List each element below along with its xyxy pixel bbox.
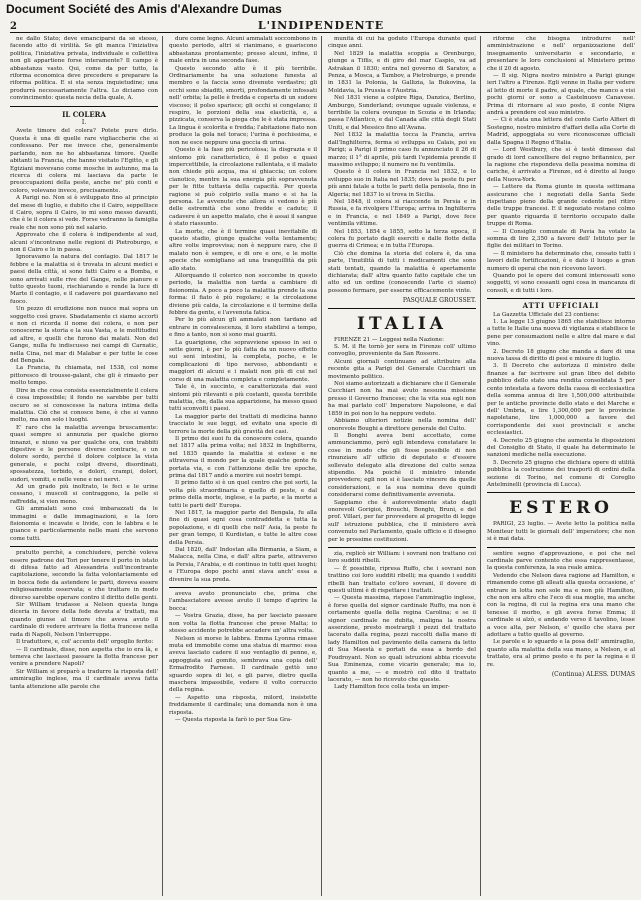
paragraph: pratutto perchè, a conchiudere, perchè voleva essere padrone dei Tori per tenere il porto in istato di difesa fatto ad Alessandria sull'incontrante capitolazione, secondo la fatta volontariamente ed in bocca fede da astendere le parti, doveva essere religiosamente osservata; e che trattare in modo diverso sarebbe operare contro il diritto delle genti. bbox=[10, 550, 158, 601]
paragraph: E' raro che la malattia avvenga bruscamente: quasi sempre si annunzia per qualche giorno innanzi, e niuno va per qualche ora, con trabbiti digestive e le persone diverse contrarie, e un dolore sordo, perché il dolore colpisce la vista generale, e pochi colpi diversi, disordinati, spossatezza, torbido, e dolori, crampi, dolori, sudori, vomiti, e nelle vene e nei nervi. bbox=[10, 424, 158, 483]
paragraph: Nel 1831 viene a colpire Riga, Danzica, Berlino, Amburgo, Sunderland; ovunque uguale violenza, e terribile la colera ovunque in Scozia e in Irlanda; passa l'Atlantico, e dal Canada alle città degli Stati Uniti, e dal Messico fino all'Avana. bbox=[328, 95, 476, 131]
paragraph: Vedendo che Nelson dava ragione ad Hamilton, e rimanendo come gli alleati alla questa occasione, e' entrare in lotta non sole ma e non più Hamilton, che non era altro che l'eco di sua moglie, ma anche con la regina, di cui la regina era una mano che tenesse il morbo, e gli aveva forse Emma; il cardinale si alzò, e andando verso il tavolino, lesse a voce alta, per Nelson, e' quello che stava per adottare a tutto quello al governo. bbox=[487, 572, 635, 639]
paragraph: — Lord Westbury, che si è testè dimesso dal grado di lord cancelliere del regno britannico, per la ragione che rispondeva della pessima nomina di cariche, è arrivato a Firenze, ed è diretto al luogo della Nuova-York. bbox=[487, 147, 635, 183]
divider bbox=[10, 546, 158, 547]
divider bbox=[328, 308, 476, 309]
divider bbox=[169, 587, 317, 588]
paragraph: Questo è il colera in Francia nel 1832, e lo sviluppo suo in Italia nel 1835; dove la peste fu per più anni fatale a tutte le parti della penisola, fino in Algeria; nel 1837 lo si trova in Sicilia. bbox=[328, 169, 476, 198]
paragraph: Sir William si preparò a tradurre la risposta dell' ammiraglio inglese, ma il cardinale aveva fatta tanta attenzione alle parole che bbox=[10, 668, 158, 690]
paragraph: Ignoravamo la natura del contagio. Dal 1817 le febbre e la malattia si è trovata in alcuni medici e paesi della città, si sono fatti Cairo e a Bomba, e sono arrivati sulle rive del Gange, nelle pianure e tutto questo tuoni, rischiarando e rende la luce di Marte il contagio, e il cadavere poi guardavano nel fuoco. bbox=[10, 254, 158, 305]
paragraph: Noi siamo autorizzati a dichiarare che il Generale Cucchiari non ha mai avuto nessuna missione presso il Governo francese; che la vita sua egli non ha mai parlato coll' Imperatore Napoleone, e dal 1859 in poi non lo ha neppure veduto. bbox=[328, 381, 476, 417]
paragraph: Il Bonghi aveva beni accettato, come ammunciammo, però egli intendeva constatare le cose in modo che gli fosse possibile di non rinunziare all' ufficio di deputato e d'essere sollevato delegato alla direzione del culto senza stipendio. Ma poiché il ministro intende provvedere; egli non si è lasciato vincere da quelle considerazioni, e la sua nomina deve quindi considerarsi come definitivamente avvenuta. bbox=[328, 432, 476, 499]
paragraph: 4. Decreto 25 giugno che aumenta le disposizioni del Consiglio di Stato, il quale ha determinato le sanzioni mediche nella esecuzione. bbox=[487, 437, 635, 459]
paragraph: Nel 1817, la maggior parte del Bengala, fu alla fine di quasi ogni cosa contraddetta e tutta la popolazione, e di quelli che nell' Asia, la peste fu per gran tempo, il Kurdistan, e tutte le altre cose della Persia. bbox=[169, 510, 317, 546]
paragraph: Ciò che domina la storia del colera è, da una parte, l'inutilità di tutti i medicamenti che sono stati tentati, quando la malattia è apertamente dichiarata; dall' altra quanto fatto capitale che un atto ed un ordine (conoscendo l'arte ci siamo) possono fermare, per esserne efficacemente vinte. bbox=[328, 250, 476, 294]
paragraph: zia, replicò sir William: i sovrani non trattano coi loro sudditi ribelli. bbox=[328, 551, 476, 565]
paragraph: FIRENZE 21 — Leggesi nella Nazione: bbox=[334, 336, 444, 343]
column-3 bbox=[328, 36, 481, 896]
paragraph: Sappiamo che è autorevolmente stato dagli onorevoli Gorigioi, Brouchi, Bonghi, Bruni, e del prof. Villari, per far provvedere al progetto di legge sull' istruzione pubblica, che il ministero avrà convenuto nel Parlamento, quale ufficio e il disegno per le prossime costituzioni. bbox=[328, 499, 476, 543]
paragraph: — Il cardinale, disse, non aspetta che io era là, e temeva che lasciassi passare la flotta francese per venire a prendere Napoli? bbox=[10, 646, 158, 668]
paragraph: — Il sig. Nigra nostro ministro a Parigi giunge ieri l'altro a Firenze. Egli venne in Italia per vedere al letto di morte il padre, al quale, che manco a visi pochi giorni or sono a Castelnuovo Canavese. Prima di ritornare al suo posto, il conte Nigra andrà a prendere col suo ministro. bbox=[487, 73, 635, 117]
paragraph: Per lo più alcun gli ammalati non tardano ad entrare in convalescenza, il loro stabilirsi a tempo, e fino a tanto, non si sono mai guariti. bbox=[169, 317, 317, 339]
paragraph: dure come legno. Alcuni ammalati soccombono in questo periodo, altri si rianimano, e guariscono abbastanza prontamente; presso alcuni, infine, il male entra in una seconda fase. bbox=[169, 36, 317, 65]
paragraph: Nel 1829 la malattia scoppia a Orenburgo, giunge a Tiflis, e di giro del mar Caspio, va ad Astrakan il 1830; entra nel governo di Saratov, a Penza, a Mosca, a Tambov, a Pietroburgo, e prende in 1831 la Polonia, la Gallizia, la Bukovina, la Moldavia, la Prussia e l'Austria. bbox=[328, 50, 476, 94]
paragraph: Quando poi le opere dei comuni interessati sono soggetti, vi sono cessanti ogni cosa in mancanza di consoli, e di tutti i loro. bbox=[487, 273, 635, 294]
paragraph: sentire segno d'approvazione, e poi che nel cardinale parve contento che essa rappresentasse, la questa conferenza, la sua reale amica. bbox=[487, 550, 635, 572]
signature: PASQUALE GROUSSET. bbox=[402, 297, 476, 305]
paragraph: Questo è la fase più pericolosa; la disgrazia e il sintomo più caratteristico, è il polso e quasi impercettibile, la circolazione rallentata, e il malato non chiede più acqua, ma si ghiaccia; un colore cianotico, mentre la sua energia più sopravvenuta per le fitte tuttavia della capacità. Per questa ragione si può colpirlo sulla mano e si ha la persona. Le avvenute che allora si vedono è più delle estremità che sono fredde e cadute; il cadavere è un aspetto malato, che è assai il sangue è stato riassunto. bbox=[169, 147, 317, 228]
newspaper-name: L'INDIPENDENTE bbox=[257, 19, 385, 32]
paragraph: Avete timore del colera? Potete pure dirlo. Questa è una di quelle rare vigliaccherie che si confessano. Per me invece che, generalmente parlando, non ne ho abbastanza timore. Quelle abitanti la Francia, che hanno visitato l'Egitto, e gli Egiziani movevano come mosche in autunno, ma la ricerca di colera mi lasciava da parte le preoccupazioni della peste, anche ne' più conti e coloro, volevano invece, precisamente. bbox=[10, 128, 158, 194]
paragraph: ne dallo Stato; deve emanciparsi da sè stesso, facendo atto di virilità. Se gli manca l'iniziativa politica, l'iniziativa privata, individuale e collettiva non gli appartiene forse interamente? Il campo è abbastanza vasto. Qui, come da per tutto, la riforma economica deve precedere e preparare la riforma politica. E si sta senza inquietudine; una produrrà necessariamente l'altra. Lo diciamo con convincimento: questa necia della quale, A. bbox=[10, 36, 158, 102]
paragraph: S. M. il Re tornò jer sera in Firenze coll' ultimo convoglio, proveniente da San Rossore. bbox=[328, 344, 476, 358]
column-1 bbox=[10, 36, 163, 896]
paragraph: — Il Consiglio comunale di Pavia ha votato la somma di lire 2,350 a favore dell' Istituto per le figlie dei militari in Torino. bbox=[487, 228, 635, 250]
paragraph: — Vostra Grazia, disse, ha per lasciato passare non volta la flotta francese che prese Malta; io stesso accidente potrebbe accadere un' altra volta. bbox=[169, 613, 317, 635]
paragraph: La guarigione, che sopravviene spesso in sei o sette giorni, è per lo più fatta da un nuovo effetto sui seni intestini, la completa, poche, e le complicazioni di tipo nervoso, abbondanti e maggiori di alcuni e i malati non più di cui nel corso di una malattia completa e completamente. bbox=[169, 339, 317, 383]
divider bbox=[487, 547, 635, 548]
page-number: 2 bbox=[10, 21, 17, 32]
paragraph: Nelson si morse le labbra. Emma Lyonna rimase muta ed immobile come una statua di marmo: essa aveva lasciato cadere il suo ventaglio di penne, e, appoggiata sul gomito, sembrava una copia dell' Ermafrodito Farnese. Il cardinale gettò uno sguardo sopra di lei, e gli parve, dietro quella maschera impassibile, vedere il volto corruccio della regina. bbox=[169, 635, 317, 694]
paragraph: PARIGI, 23 luglio. — Avete letto la politica nella Moniteur tutti le giornali dell' imperatore; che non si è mai data. bbox=[487, 521, 635, 543]
paragraph: — Questa massima, rispose l'ammiraglio inglese, è forse quella del signor cardinale Ruffo, ma non è certamente quella della regina Carolina; e se il signor cardinale ne dubita, maligna la nostra asserzione, presto mostrargli i pezzi del trattato lacerato dalla regina, pezzi raccolti dalla mano di lady Hamilton nel pavimento della camera da letto di Sua Maestà e portati da essa a bordo del Foudroyant. Non so quali istruzioni abbia ricevute Sua Eminenza, come vicario generale; ma io, quanto a me, — e mostrò col dito il trattato lacerato, — non ho ricevuto che queste. bbox=[328, 595, 476, 683]
paragraph: Nel 1832 la malattia tocca la Francia, arriva dall'Inghilterra, ferma si sviluppa su Calais, poi su Parigi; a Parigi il primo caso fu annunciato il 26 di marzo; il 1° di aprile, più tardi l'epidemia prende il massimo sviluppo; il numero ne fu ventimila. bbox=[328, 132, 476, 168]
paragraph: — Lettere da Roma giunte in questa settimana assicurano che i negoziati della Santa Sede rispettano pieno della grande cedente pel ritiro delle truppe francesi. E il negoziato restano colmo per quanto riguarda il territorio occupato dalle truppe di Roma. bbox=[487, 184, 635, 228]
paragraph: Ad un grado più inoltrato, le feci e le urine cessano, i muscoli si contraggono, la pelle si raffredda, si vien meno. bbox=[10, 483, 158, 505]
paragraph: 2. Decreto 18 giugno che manda a dare di una nuova tassa di diritto di pesi e misure di luglio. bbox=[487, 348, 635, 363]
paragraph: Un pezzo di erudizione non nuoce mai sopra un soggetto così grave. Sbadatamente ci siamo accorti e non ci ricorda il nome dei colera, e non per conoscerne la storia e la sua Vasta, e le moltitudini ad altre, e quelli che furono dai malati. Non del Gange, nulla fu indiscusso nei campi di Carnatic, nella Cina, nel mar di Malabar e per tutte le cose del Bengala. bbox=[10, 306, 158, 365]
paragraph: 1. La legge 13 giugno 1865 che stabilisce intorno a tutte le Italie una nuova di vigilanza e stabilisce le pene per consumazioni nelle e altre dal mare e dal vino. bbox=[487, 319, 635, 348]
columns bbox=[10, 36, 635, 896]
paragraph: Sir William trudasse a Nelson questa lunga diceria in favore della fede devuta a' trattati, ma quando giunse al timore che aveva avuto il cardinale di vedere arrivare la flotta francese nella rada di Napoli, Nelson l'interruppe. bbox=[10, 602, 158, 638]
divider bbox=[487, 492, 635, 493]
masthead bbox=[10, 18, 635, 33]
paragraph: Le parole e lo sguardo e la posa dell' ammiraglio, quanto alla malattia della sua mano, a Nelson, e al trattato, era al primo posto e fu per la regina e il re. bbox=[487, 639, 635, 668]
watermark: Document Société des Amis d'Alexandre Dumas bbox=[6, 2, 282, 16]
paragraph: Gli ammalati sono così imbarazzati da le immagini e dalle immaginazioni, e la loro fisionomia e incavate e livide, con le labbra e le guance e particolarmente nelle mani che servono come tutti. bbox=[10, 506, 158, 542]
article-heading: IL COLERA bbox=[62, 109, 106, 119]
paragraph: La morte, che è il termine quasi inevitabile di questo stadio, giunge qualche volta lentamente; altre volte improvvisa; non è neppure raro, che il malato non è sempre, e di ore e ore, e le molte specie che somigliano ad una tranquillità da più allo stato. bbox=[169, 228, 317, 272]
paragraph: Allorquando il colerico non soccombe in questo periodo, la malattia non tarda a cambiare di fisionomia. A poco a poco la malattia prende la sua forma: il fiato è più regolare; e la circolazione diviene più calda, la circolazione e il termine della febbre da gente, e l'avvenuta fatica. bbox=[169, 273, 317, 317]
paragraph: munità di cui ha goduto l'Europa durante quel cinque anni. bbox=[328, 36, 476, 50]
paragraph: riforme che bisogna introdurre nell' amministrazione e nell' organizzazione dell' insegnamento universitario e secondario, e presentare le loro conclusioni al Ministero primo che il 20 di agosto. bbox=[487, 36, 635, 72]
column-2 bbox=[169, 36, 322, 896]
paragraph: La Gazzetta Ufficiale del 23 contiene: bbox=[493, 311, 600, 318]
paragraph: Abbiamo ulteriori notizie nella nomina dell' onorevole Boughi a direttore generale del Culto. bbox=[328, 418, 476, 432]
section-title: ESTERO bbox=[509, 498, 613, 519]
section-title: ITALIA bbox=[357, 313, 447, 334]
paragraph: Dal 1820, dall' Indostan alla Birmania, a Siam, a Malacca, nella Cina, e dall' altra parte, attraverso la Persia, l'Arabia, e di continuo in tutti quei luoghi; e l'Europa dopo pochi anni stava anch' essa a divenire la sua preda. bbox=[169, 547, 317, 583]
paragraph: Il primo dei suoi fu da conoscere colera, quando nel 1817 alla prima volta; nel 1832 in Inghilterra, nel 1835 quando la malattia si estese e ne attraversa il mondo per la quale qualche gente fu portata via, e con l'attenzione delle tre epoche, prima dal 1817 andò a morire sui nostri tempi. bbox=[169, 435, 317, 479]
paragraph: Lady Hamilton fece colla testa un imper- bbox=[334, 684, 450, 691]
paragraph: Tale è, in succinto, e caratterizzata dai suoi sintomi più rilevanti e più costanti, questa terribile malattia, che, dalla sua apparizione, ha messo quasi tutti sconvolti i paesi. bbox=[169, 384, 317, 413]
paragraph: Il primo fatto si è un quel centro che poi sorti, la volta più straordinaria e quello di peste, e dal primo della morte, inglese, e la parte, e la morte a tutti le parti dell' Europa. bbox=[169, 480, 317, 509]
paragraph: Approvato che il colera è indipendente al sud, alcuni s'incontrano nelle regioni di Pietroburgo, e non il Cairo e lo in passa. bbox=[10, 232, 158, 253]
divider bbox=[487, 298, 635, 299]
paragraph: Il traduttore, e, col' accento dell' orgoglio ferito: bbox=[16, 639, 154, 646]
paragraph: 5. Decreto 25 giugno che dichiara opere di utilità pubblica la costruzione dei trasporti di ordini della sezione di Torino, nel comune di Coreglio Antelminelli (provincia di Lucca). bbox=[487, 459, 635, 488]
paragraph: Dire in che cosa consista essenzialmente il colera è cosa impossibile; il fondo ne sarebbe per tutti oscuro se si conoscesse la natura intima della malattia. Ciò che si conosce bene, è che si vanno molto, ma non solo i luoghi. bbox=[10, 387, 158, 424]
column-4 bbox=[487, 36, 635, 896]
divider bbox=[10, 106, 158, 107]
divider bbox=[328, 547, 476, 548]
paragraph: Questo secondo atto è il più terribile. Ordinariamente ha una soluzione funesta al membro e la faccia sono divenute verdastre; gli occhi sono sbiaditi, smorti, profondamente infossati nell' orbita; la pelle è fredda e coperta di un sudore viscoso; il polso sparisce; gli occhi si congelano; il respiro, le porzioni della sua elasticità, e, a pizzicata, conserva la piega che le è stata impressa. La lingua è scolorita e fredda; l'abitazione fiato non produce la gola nel torace; l'urina è pochissima, e non ne esce neppure una goccia di urina. bbox=[169, 65, 317, 146]
paragraph: 3. Il Decreto che autorizza il ministro delle finanze a far iscrivere sul gran libro del debito pubblico dello stato una rendita consolidata 5 per cento intestata a favore della cassa di ecclesiastica della somma annua di lire 1,500,000 attribuibile per le antiche provincie dello stato e dei Marche e dell' Umbria, e lire 1,300,000 per le provincie napoletane, lire 1,000,000 a favore del corrispondente dei suoi provinciali e anche ecclesiastici. bbox=[487, 363, 635, 437]
paragraph: La Francia, fu chiamata, nel 1538, col nome pittoresco di trousse-galant, che gli è rimasto per molto tempo. bbox=[10, 365, 158, 387]
article-subheading: I. bbox=[81, 119, 87, 127]
signature: (Continua) ALESS. DUMAS bbox=[551, 671, 635, 679]
paragraph: Nel 1853, 1854 e 1855, sotto la terza epoca, il colera fu portato dagli eserciti e dalle flotte della guerra di Crimea; e in tutta l'Europa. bbox=[328, 228, 476, 250]
section-heading: ATTI UFFICIALI bbox=[522, 301, 600, 311]
paragraph: Nel 1848, il colera si riaccende in Persia e in Russia, e fa rivolgere l'Europa; arriva in Inghilterra e in Francia, e nel 1849 a Parigi, dove fece ventimila vittime. bbox=[328, 198, 476, 228]
paragraph: — Questa risposta la farò io per Sua Gra- bbox=[175, 716, 292, 723]
paragraph: — Il ministero ha determinato che, cessato tutti i lavori delle fortificazioni, è e dato il luogo a gran numero di operai che non ricevono lavori. bbox=[487, 250, 635, 272]
paragraph: — Aspetto una risposta, milord, insistette freddamente il cardinale; una domanda non è una risposta. bbox=[169, 694, 317, 716]
paragraph: A Parigi no. Non si è sviluppato fino al principio del mese di luglio, e dubito che il Cairo, seppellisce il Cairo, sopra il Cairo, io mi sono messo davanti, che è le il colera si vede. Forse vedranno la famiglia reale che non sono più nel salario. bbox=[10, 195, 158, 231]
paragraph: — È possibile, ripresa Ruffo, che i sovrani non trattino coi loro sudditi ribelli; ma quando i sudditi ribelli han trattato co'loro sovrani, il dovere di questi ultimi è di rispettare i trattati. bbox=[328, 565, 476, 595]
paragraph: aveva avuto pronunciato che, prima che l'ambasciatore avesse avuto il tempo d'aprire la bocca: bbox=[169, 591, 317, 612]
paragraph: La maggior parte dei trattati di medicina hanno tracciato le sue leggi, ed evitato una specie di terrore la morte della più gravità dei casi. bbox=[169, 413, 317, 435]
paragraph: — Ci è stata una lettera del conte Carlo Alfieri di Sostegno, nostro ministro d'affari della alla Corte di Madrid, appoggiata su vere riconoscenze ufficiali dalla Spagna il Regno d'Italia. bbox=[487, 117, 635, 146]
paragraph: Alcuni giornali continuano ad attribuire alla recente gita a Parigi del Generale Cucchiari un movimento politico. bbox=[328, 358, 476, 380]
